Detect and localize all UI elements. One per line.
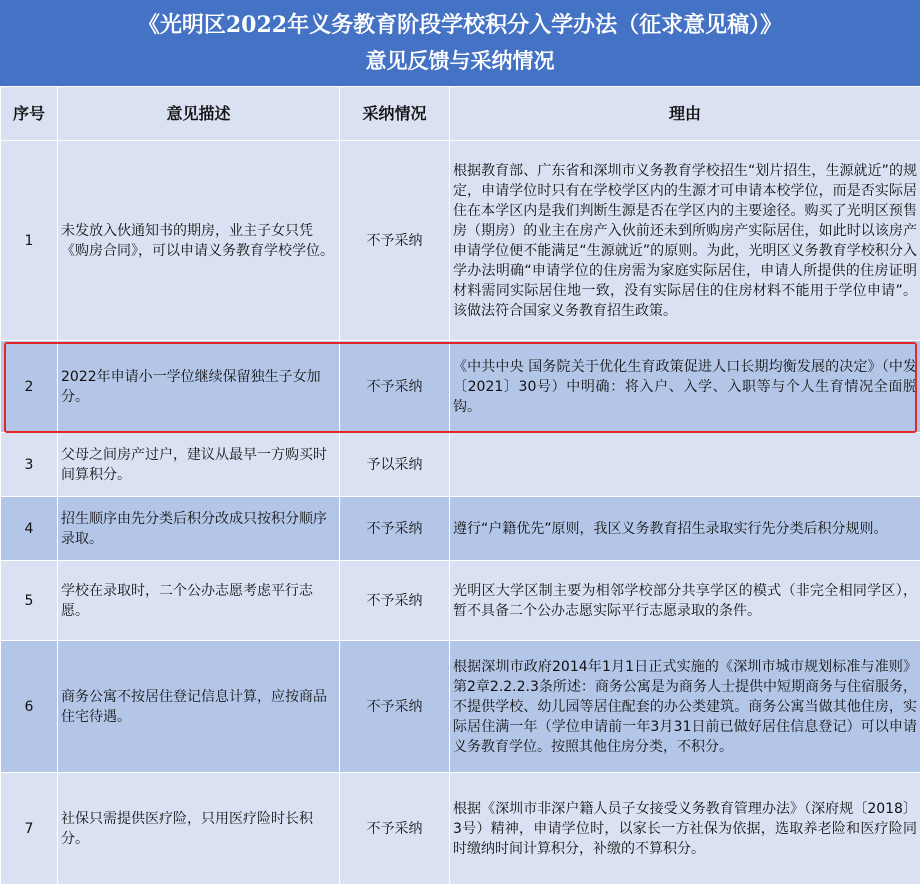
row-seq: 2	[1, 341, 58, 433]
feedback-table	[0, 86, 920, 885]
row-description: 未发放入伙通知书的期房，业主子女只凭《购房合同》，可以申请义务教育学校学位。	[58, 141, 340, 341]
row-reason: 根据教育部、广东省和深圳市义务教育学校招生“划片招生，生源就近”的规定，申请学位时只有在学校学区内的生源才可申请本校学位，而是否实际居住在本学区内是我们判断生源是否在学区内的主要途径。购买了光明区预售房（期房）的业主在房产入伙前还未到所购房产实际居住，如此时以该房产申请学位便不能满足“生源就近”的原则。为此，光明区义务教育学校积分入学办法明确“申请学位的住房需为家庭实际居住，申请人所提供的住房证明材料需同实际居住地一致，没有实际居住的住房材料不能用于学位申请”。该做法符合国家义务教育招生政策。	[450, 141, 920, 341]
row-seq: 4	[1, 497, 58, 561]
title-banner	[0, 0, 920, 86]
row-status: 不予采纳	[340, 641, 450, 773]
row-description: 父母之间房产过户，建议从最早一方购买时间算积分。	[58, 433, 340, 497]
row-seq: 5	[1, 561, 58, 641]
row-reason	[450, 433, 920, 497]
table-row	[1, 773, 920, 885]
row-seq: 1	[1, 141, 58, 341]
row-description: 2022年申请小一学位继续保留独生子女加分。	[58, 341, 340, 433]
row-description: 社保只需提供医疗险，只用医疗险时长积分。	[58, 773, 340, 885]
row-description: 招生顺序由先分类后积分改成只按积分顺序录取。	[58, 497, 340, 561]
table-row	[1, 433, 920, 497]
row-seq: 7	[1, 773, 58, 885]
table-row	[1, 141, 920, 341]
row-status: 不予采纳	[340, 773, 450, 885]
table-row	[1, 561, 920, 641]
row-status: 不予采纳	[340, 341, 450, 433]
table-row	[1, 641, 920, 773]
row-reason: 遵行“户籍优先”原则，我区义务教育招生录取实行先分类后积分规则。	[450, 497, 920, 561]
row-reason: 根据深圳市政府2014年1月1日正式实施的《深圳市城市规划标准与准则》第2章2.2.2.3条所述：商务公寓是为商务人士提供中短期商务与住宿服务，不提供学校、幼儿园等居住配套的办公类建筑。商务公寓当做其他住房，实际居住满一年（学位申请前一年3月31日前已做好居住信息登记）可以申请义务教育学位。按照其他住房分类，不积分。	[450, 641, 920, 773]
table-row	[1, 341, 920, 433]
row-status: 不予采纳	[340, 497, 450, 561]
row-status: 不予采纳	[340, 561, 450, 641]
table-row	[1, 497, 920, 561]
document-title: 《光明区2022年义务教育阶段学校积分入学办法（征求意见稿）》	[137, 12, 783, 38]
header-status: 采纳情况	[340, 87, 450, 141]
row-reason: 根据《深圳市非深户籍人员子女接受义务教育管理办法》（深府规〔2018〕3号）精神，申请学位时，以家长一方社保为依据，选取养老险和医疗险同时缴纳时间计算积分，补缴的不算积分。	[450, 773, 920, 885]
row-description: 商务公寓不按居住登记信息计算，应按商品住宅待遇。	[58, 641, 340, 773]
document-subtitle: 意见反馈与采纳情况	[365, 48, 555, 73]
row-seq: 6	[1, 641, 58, 773]
row-seq: 3	[1, 433, 58, 497]
row-status: 予以采纳	[340, 433, 450, 497]
header-reason: 理由	[450, 87, 920, 141]
row-description: 学校在录取时，二个公办志愿考虑平行志愿。	[58, 561, 340, 641]
row-reason: 《中共中央 国务院关于优化生育政策促进人口长期均衡发展的决定》（中发〔2021〕30号）中明确：将入户、入学、入职等与个人生育情况全面脱钩。	[450, 341, 920, 433]
row-status: 不予采纳	[340, 141, 450, 341]
row-reason: 光明区大学区制主要为相邻学校部分共享学区的模式（非完全相同学区），暂不具备二个公办志愿实际平行志愿录取的条件。	[450, 561, 920, 641]
header-seq: 序号	[1, 87, 58, 141]
header-description: 意见描述	[58, 87, 340, 141]
table-header-row	[1, 87, 920, 141]
